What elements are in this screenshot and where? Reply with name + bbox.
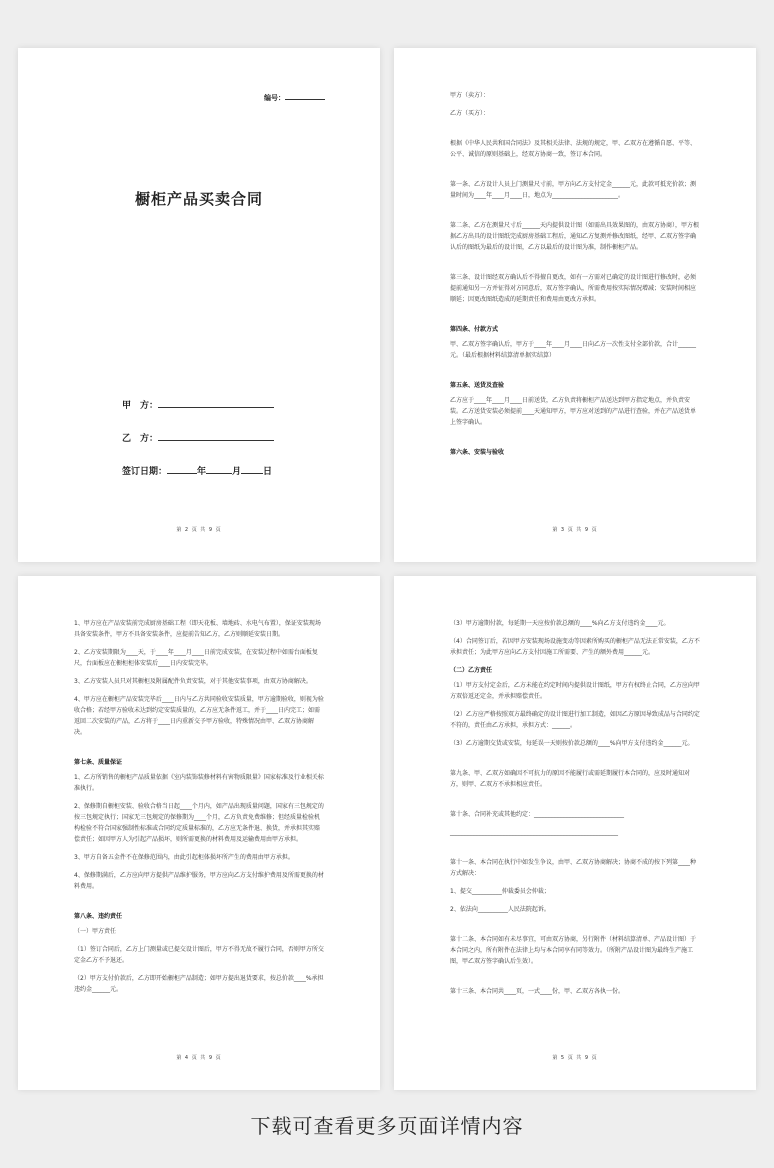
clause-1: 第一条、乙方设计人员上门测量尺寸前，甲方向乙方支付定金______元，此款可抵充价款；测量时间为____年____月____日，地点为______________________。: [450, 181, 697, 199]
clause-5-heading: 第五条、送货及查验: [450, 382, 505, 389]
paragraph: （一）甲方责任: [74, 928, 117, 935]
sign-date-line: [122, 464, 272, 477]
clause-6-heading: 第六条、安装与验收: [450, 449, 505, 456]
page-4-content: [450, 618, 700, 1004]
paragraph: 1、提交__________仲裁委员会仲裁；: [450, 888, 550, 895]
clause-3: 第三条、设计图经双方确认后不得擅自更改，如有一方需对已确定的设计图进行修改时，必须提前通知另一方并征得对方同意后，双方签字确认，所需费用按实际情况增减；安装时间相应顺延；因更改图纸造成的延期责任和费用由更改方承担。: [450, 274, 697, 303]
page-number: 第 3 页 共 9 页: [552, 527, 598, 533]
year-blank: [167, 473, 197, 474]
contract-number-blank: [285, 99, 325, 100]
clause-11: 第十一条、本合同在执行中如发生争议，由甲、乙双方协商解决；协商不成的按下列第____种方式解决：: [450, 859, 697, 877]
clause-12: 第十二条、本合同如有未尽事宜，可由双方协商，另行附件（材料结算清单、产品设计图）于本合同之内，所有附件在法律上均与本合同享有同等效力。（所附产品设计图为最终生产施工图，甲乙双方签字确认后生效）。: [450, 936, 697, 965]
year-label: 年: [197, 467, 207, 477]
page-4: [394, 576, 756, 1090]
download-caption: 下载可查看更多页面详情内容: [250, 1114, 524, 1138]
page-3-content: [74, 618, 324, 1002]
contract-number-text: 编号：: [264, 94, 285, 102]
paragraph: 甲方（卖方）：: [450, 92, 490, 99]
paragraph: 1、甲方应在产品安装前完成厨房基础工程（即天花板、墙地砖、水电气布置），保证安装现场具备安装条件，甲方不具备安装条件，应提前告知乙方，乙方则顺延安装日期。: [74, 620, 321, 638]
paragraph: 2、乙方安装期限为____天，于____年____月____日前完成安装，在安装过程中如需台面板复尺，台面板应在橱柜柜体安装后____日内安装完毕。: [74, 649, 318, 667]
clause-10-blank: ________________________________________________________: [450, 829, 618, 836]
clause-10: 第十条、合同补充或其他约定：______________________________: [450, 811, 625, 818]
month-label: 月: [232, 467, 242, 477]
contract-title: 橱柜产品买卖合同: [134, 190, 263, 208]
paragraph: （1）甲方支付定金后，乙方未能在约定时间内提供设计图纸，甲方有权终止合同，乙方应向甲方双倍返还定金，并承担赔偿责任。: [450, 682, 700, 700]
party-b-label: 乙 方：: [122, 434, 159, 444]
paragraph: 1、乙方所销售的橱柜产品质量依据《室内装饰装修材料有害物质限量》国家标准及行业相关标准执行。: [74, 774, 324, 792]
party-a-blank: [158, 407, 274, 408]
paragraph: （2）甲方支付价款后，乙方即开始橱柜产品制造；如甲方提出退货要求，按总价款____%承担违约金______元。: [74, 975, 324, 993]
page-cover: [18, 48, 380, 562]
day-blank: [241, 473, 263, 474]
day-label: 日: [263, 467, 273, 477]
paragraph: 乙方（买方）：: [450, 110, 490, 117]
contract-number-label: [264, 93, 325, 103]
party-b-blank: [158, 440, 274, 441]
page-2: [394, 48, 756, 562]
party-b-line: [122, 431, 274, 444]
clause-8-heading: 第八条、违约责任: [74, 913, 123, 920]
clause-7-heading: 第七条、质量保证: [74, 759, 123, 766]
page-number: 第 5 页 共 9 页: [552, 1055, 598, 1061]
paragraph: 乙方应于____年____月____日前送货，乙方负责将橱柜产品送达到甲方指定地点，并负责安装。乙方送货安装必须提前____天通知甲方，甲方应对送到的产品进行查验，并在产品送货单上签字确认。: [450, 397, 697, 426]
page-3: [18, 576, 380, 1090]
paragraph: （4）合同签订后，若因甲方安装现场设施变动等因素所购买的橱柜产品无法正常安装，乙方不承担责任；为此甲方应向乙方支付因施工所需要、产生的额外费用______元。: [450, 638, 700, 656]
clause-9: 第九条、甲、乙双方如确因不可抗力的原因不能履行或需延期履行本合同的，应及时通知对方，则甲、乙双方不承担相应责任。: [450, 770, 691, 788]
page-number: 第 2 页 共 9 页: [176, 527, 222, 533]
party-a-line: [122, 398, 274, 411]
paragraph: （1）签订合同后，乙方上门测量或已提交设计图后，甲方不得无故不履行合同，否则甲方所交定金乙方不予退还。: [74, 946, 324, 964]
clause-13: 第十三条、本合同共____页，一式____份，甲、乙双方各执一份。: [450, 988, 625, 995]
paragraph: 3、甲方自备五金件不在保修范围内，由此引起柜体损坏所产生的费用由甲方承担。: [74, 854, 294, 861]
paragraph: 2、保修期自橱柜安装、验收合格当日起____个月内，如产品出现质量问题，国家有三包规定的按三包规定执行；国家无三包规定的保修期为____个月，乙方负责免费维修；但经质量检验机构检验不符合国家强制性标准或合同约定质量标准的，乙方应无条件退、换货，并承担其实赔偿责任；如因甲方人为引起产品损坏，则所需更换的材料费用及运输费用由甲方承担。: [74, 803, 324, 843]
paragraph: 4、保修期满后，乙方应向甲方提供产品维护服务，甲方应向乙方支付维护费用及所需更换的材料费用。: [74, 872, 324, 890]
paragraph: 3、乙方安装人员只对其橱柜及附属配件负责安装，对于其他安装事项，由双方协商解决。: [74, 678, 312, 685]
paragraph: 根据《中华人民共和国合同法》及其相关法律、法规的规定，甲、乙双方在遵循自愿、平等、公平、诚信的原则基础上，经双方协商一致，签订本合同。: [450, 140, 697, 158]
paragraph: （3）甲方逾期付款，每延期一天应按价款总额的____%向乙方支付违约金____元。: [450, 620, 670, 627]
paragraph: 甲、乙双方签字确认后，甲方于____年____月____日向乙方一次性支付全部价款，合计______元。（最后根据材料结算清单据实结算）: [450, 341, 697, 359]
party-a-label: 甲 方：: [122, 401, 159, 411]
paragraph: （2）乙方应严格按照双方最终确定的设计图进行加工制造，如因乙方原因导致成品与合同约定不符的，责任由乙方承担，承担方式：______。: [450, 711, 700, 729]
party-b-duty-heading: （二）乙方责任: [450, 667, 493, 674]
month-blank: [206, 473, 232, 474]
sign-date-label: 签订日期：: [122, 467, 168, 477]
page-2-content: [450, 90, 700, 462]
paragraph: （3）乙方逾期交货或安装，每延误一天则按价款总额的____%向甲方支付违约金______元。: [450, 740, 694, 747]
clause-2: 第二条、乙方在测量尺寸后______天内提供设计图（如需出具效果图的，由双方协商），甲方根据乙方出具的设计图纸完成厨房基础工程后，通知乙方复测并修改图纸，经甲、乙双方签字确认后的图纸为最后的设计图，乙方以最后的设计图为准，制作橱柜产品。: [450, 222, 700, 251]
paragraph: 4、甲方应在橱柜产品安装完毕后____日内与乙方共同验收安装质量，甲方逾期验收，则视为验收合格；若经甲方验收未达到约定安装质量的，乙方应无条件返工，并于____日内完工；如需返回二次安装的产品，乙方将于____日内重新交予甲方验收，特殊情况由甲、乙双方协商解决。: [74, 696, 324, 736]
page-number: 第 4 页 共 9 页: [176, 1055, 222, 1061]
paragraph: 2、依法向__________人民法院起诉。: [450, 906, 550, 913]
clause-4-heading: 第四条、付款方式: [450, 326, 499, 333]
